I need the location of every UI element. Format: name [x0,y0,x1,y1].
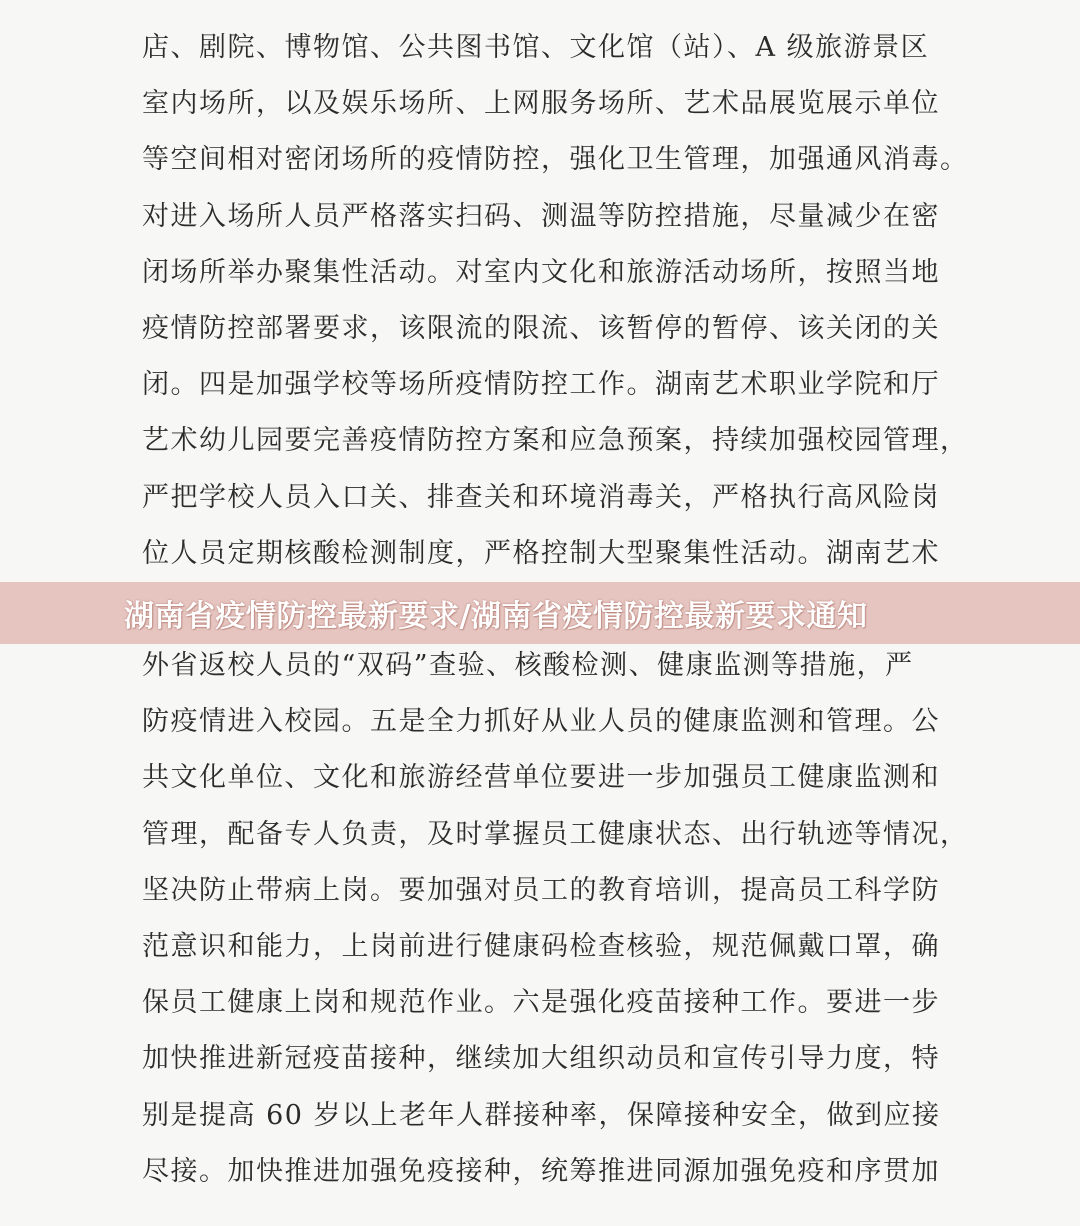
text-line: 共文化单位、文化和旅游经营单位要进一步加强员工健康监测和 [142,762,940,794]
text-line: 别是提高 60 岁以上老年人群接种率，保障接种安全，做到应接 [142,1099,941,1131]
banner-title: 湖南省疫情防控最新要求/湖南省疫情防控最新要求通知 [124,599,868,634]
text-line: 防疫情进入校园。五是全力抓好从业人员的健康监测和管理。公 [142,706,940,738]
text-line: 尽接。加快推进加强免疫接种，统筹推进同源加强免疫和序贯加 [142,1155,940,1187]
text-line: 疫情防控部署要求，该限流的限流、该暂停的暂停、该关闭的关 [142,312,940,344]
text-line: 加快推进新冠疫苗接种，继续加大组织动员和宣传引导力度，特 [142,1043,940,1075]
text-line: 管理，配备专人负责，及时掌握员工健康状态、出行轨迹等情况， [142,818,969,850]
text-line: 闭场所举办聚集性活动。对室内文化和旅游活动场所，按照当地 [142,256,940,288]
text-line: 位人员定期核酸检测制度，严格控制大型聚集性活动。湖南艺术 [142,537,940,569]
text-line: 等空间相对密闭场所的疫情防控，强化卫生管理，加强通风消毒。 [142,144,969,176]
text-line: 室内场所，以及娱乐场所、上网服务场所、艺术品展览展示单位 [142,88,940,120]
text-line: 闭。四是加强学校等场所疫情防控工作。湖南艺术职业学院和厅 [142,369,940,401]
text-line: 坚决防止带病上岗。要加强对员工的教育培训，提高员工科学防 [142,874,940,906]
text-line: 对进入场所人员严格落实扫码、测温等防控措施，尽量减少在密 [142,200,940,232]
title-banner [0,582,1080,644]
text-line: 严把学校人员入口关、排查关和环境消毒关，严格执行高风险岗 [142,481,940,513]
text-line: 艺术幼儿园要完善疫情防控方案和应急预案，持续加强校园管理， [142,425,969,457]
text-line: 店、剧院、博物馆、公共图书馆、文化馆（站）、A 级旅游景区 [142,32,930,63]
text-line: 外省返校人员的“双码”查验、核酸检测、健康监测等措施，严 [142,650,914,682]
text-line: 保员工健康上岗和规范作业。六是强化疫苗接种工作。要进一步 [142,987,940,1019]
text-line: 范意识和能力，上岗前进行健康码检查核验，规范佩戴口罩，确 [142,931,940,962]
